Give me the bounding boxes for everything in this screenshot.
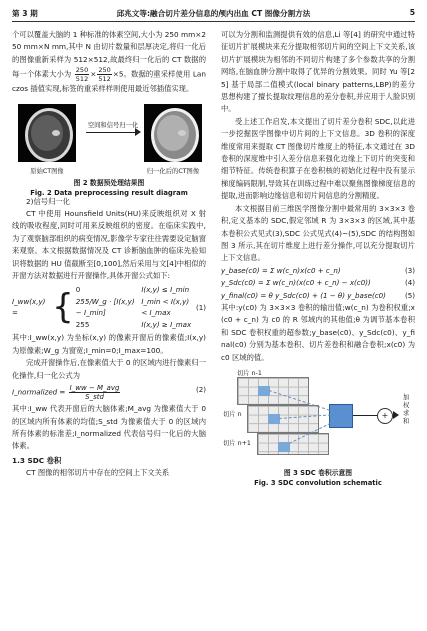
eq3-body: y_base(c0) = Σ w(c_n)x(c0 + c_n) — [221, 265, 341, 275]
paragraph: 其中:y(c0) 为 3×3×3 卷积的输出值;w(c_n) 为卷积权重;x(c0 + c_n) 为 c0 的 R 邻域内的其他值;θ 为调节基本卷积和 SDC 卷积权重的超参数;y_base(c0)、y_Sdc(c0)、y_final(c0) 分别为基本卷积、切片差卷积和融合卷积;x(c0) 为 c0 区域的值。 — [221, 302, 415, 362]
eq4-number: (4) — [404, 278, 415, 288]
paragraph: 个可以覆盖大脑的 1 种标准的体素空间,大小为 250 mm×250 mm×N mm,其中 N 由切片数量和层厚决定,将归一化后的图像重新采样为 512×512,故最终归一化后的 CT 数据的每一个体素大小为 $\frac{250}{512}$ × $\frac{250}{512}$ ×5。数据的重采样使用 Lanczos 插值实现,标签的重采样样则使用最近邻插值实现。 — [12, 30, 206, 94]
weighted-sum-label: 加权求和 — [403, 393, 410, 425]
slice-mid — [247, 405, 319, 433]
left-column — [12, 29, 206, 480]
fraction-denominator: 512 — [75, 75, 89, 84]
equation-2 — [12, 384, 206, 401]
eq1-case1-value: 0 — [75, 285, 81, 295]
equation-3 — [221, 265, 415, 277]
normalized-ct-label: 归一化后的CT图像 — [146, 167, 200, 175]
slice-bot — [257, 433, 329, 455]
fraction — [75, 66, 89, 83]
paragraph: 受上述工作启发,本文提出了切片差分卷积 SDC,以此进一步挖掘医学图像中切片间的上下文信息。3D 卷积的深度维度常用来提取 CT 图像切片维度上的特征,本文通过在 3D 卷积的深度维中引入差分信息来强化边缘上下切片的突变和细节特征。传统卷积算子在卷积核的初始化过程中没有显示梯度编码限制,导致其在训练过程中难以聚焦图像梯度信息的提取,进而影响边缘信息和切片间信息的分割精度。 — [221, 116, 415, 201]
paragraph: CT 中使用 Hounsfield Units(HU)来反映组织对 X 射线的吸收程度,同时可用来反映组织的密度。在临床实践中,为了观察脑部组织的病变情况,影像学专家往往需要设定脑窗来观察。本文根据数据情况及 CT 诊断脑血肿的临床先验知识将数据的 HU 值截断至[0,100],然后采用与文[4]中相似的开窗方法对数据进行开窗操作,具体开窗公式如下: — [12, 209, 206, 281]
arrow-head-icon — [393, 411, 399, 419]
fraction-denominator: 512 — [98, 75, 111, 84]
paragraph: 完成开窗操作后,在像素值大于 0 的区域内进行像素归一化操作,归一化公式为 — [12, 358, 206, 380]
paragraph: 本文根据目前三维医学图像分割中最常用的 3×3×3 卷积,定义基本的 SDC,假定邻域 R 为 3×3×3 的区域,其中基本卷积公式见式(3),SDC 公式见式(4)~(5),SDC 的结构图如图 3 所示,其在切片维度上进行差分操作,可以充分提取切片上下文信息。 — [221, 203, 415, 263]
plus-icon: + — [377, 408, 393, 424]
fraction-denominator: S_std — [85, 393, 104, 402]
figure-2-caption — [12, 178, 206, 198]
original-ct-label: 原始CT图像 — [30, 167, 64, 175]
eq4-body: y_Sdc(c0) = Σ w(c_n)(x(c0 + c_n) − x(c0)) — [221, 278, 371, 288]
page-header — [0, 0, 427, 22]
equation-1 — [12, 284, 206, 330]
normalized-ct-image — [144, 104, 202, 162]
arrow-head-icon — [135, 128, 141, 136]
eq1-case2-value: 255/W_g · [I(x,y) − I_min] — [75, 296, 135, 318]
slice-label-mid: 切片 n — [223, 410, 242, 418]
eq2-body — [12, 384, 121, 401]
brace: { — [52, 286, 74, 327]
output-cube — [329, 404, 353, 428]
arrow-label: 空间和信号归一化 — [87, 121, 139, 129]
page-number: 5 — [409, 8, 415, 17]
original-ct-image — [18, 104, 76, 162]
paragraph: 其中:I_ww 代表开窗后的大脑体素;M_avg 为像素值大于 0 的区域内所有体素的均值;S_std 为像素值大于 0 的区域内所有体素的标准差;I_normalized 代表信号归一化后的大脑体素。 — [12, 404, 206, 451]
slice-label-bot: 切片 n+1 — [223, 439, 251, 447]
fraction-numerator: 250 — [98, 66, 111, 75]
running-head: 邱兆文等:融合切片差分信息的颅内出血 CT 图像分割方法 — [116, 9, 311, 18]
figure-3 — [221, 368, 415, 468]
eq1-case2-cond: I_min < I(x,y) < I_max — [141, 296, 190, 318]
paragraph: CT 图像的相邻切片中存在的空间上下文关系 — [26, 468, 170, 478]
equation-5 — [221, 290, 415, 302]
eq5-body: y_final(c0) = θ y_Sdc(c0) + (1 − θ) y_base(c0) — [221, 290, 386, 300]
arrow-line — [86, 132, 138, 133]
eq1-lhs: I_ww(x,y) = — [12, 296, 46, 318]
eq1-case1-cond: I(x,y) ≤ I_min — [141, 285, 190, 295]
figure-2 — [12, 102, 206, 196]
caption-cn: 图 2 数据预处理结果图 — [73, 178, 145, 187]
eq5-number: (5) — [404, 290, 415, 300]
figure-3-caption — [221, 468, 415, 488]
header-rule — [12, 21, 415, 22]
subheading: 2)信号归一化 — [26, 196, 70, 206]
fraction — [69, 384, 121, 401]
caption-en: Fig. 3 SDC convolution schematic — [254, 478, 382, 487]
equation-4 — [221, 277, 415, 289]
section-heading: 1.3 SDC 卷积 — [12, 455, 62, 465]
fraction — [97, 66, 111, 83]
fraction-numerator: 250 — [75, 66, 89, 75]
eq2-number: (2) — [195, 385, 206, 395]
slice-label-top: 切片 n-1 — [237, 369, 262, 377]
issue-number: 第 3 期 — [12, 9, 38, 18]
right-column — [221, 29, 415, 488]
paragraph-text: ×5。数据的重采样使用 Lanczos 插值实现,标签的重采样样则使用最近邻插值实现。 — [12, 69, 206, 94]
eq3-number: (3) — [404, 265, 415, 275]
caption-en: Fig. 2 Data preprocessing result diagram — [30, 188, 188, 197]
paragraph: 其中:I_ww(x,y) 为坐标(x,y) 的像素开窗后的像素值;I(x,y) 为原像素;W_g 为窗宽;I_min=0;I_max=100。 — [12, 333, 206, 355]
paragraph: 可以为分割和监测提供有效的信息,Li 等[4] 的研究中通过特征切片扩展模块来充分提取相邻切片间的空间上下文关系,该切片扩展模块为相邻的不同切片构建了多个参数共享的分割网络,在脑血肿分割中取得了优异的分割效果。同时 Yu 等[25] 基于局部二值模式(local binary patterns,LBP)的差分思想构建了擅长提取纹理信息的差分卷积,并应用于人脸识别中。 — [221, 30, 415, 114]
eq1-case3-cond: I(x,y) ≥ I_max — [141, 319, 192, 329]
eq1-case3-value: 255 — [75, 319, 90, 329]
fraction-numerator: I_ww − M_avg — [69, 384, 120, 393]
eq1-number: (1) — [195, 302, 206, 312]
eq2-lhs: I_normalized = — [12, 387, 66, 397]
caption-cn: 图 3 SDC 卷积示意图 — [283, 468, 353, 477]
paragraph-text: 个可以覆盖大脑的 1 种标准的体素空间,大小为 250 mm×250 mm×N mm,其中 N 由切片数量和层厚决定,将归一化后的图像重新采样为 512×512,故最终归一化后的 CT 数据的每一个体素大小为 — [12, 30, 206, 79]
